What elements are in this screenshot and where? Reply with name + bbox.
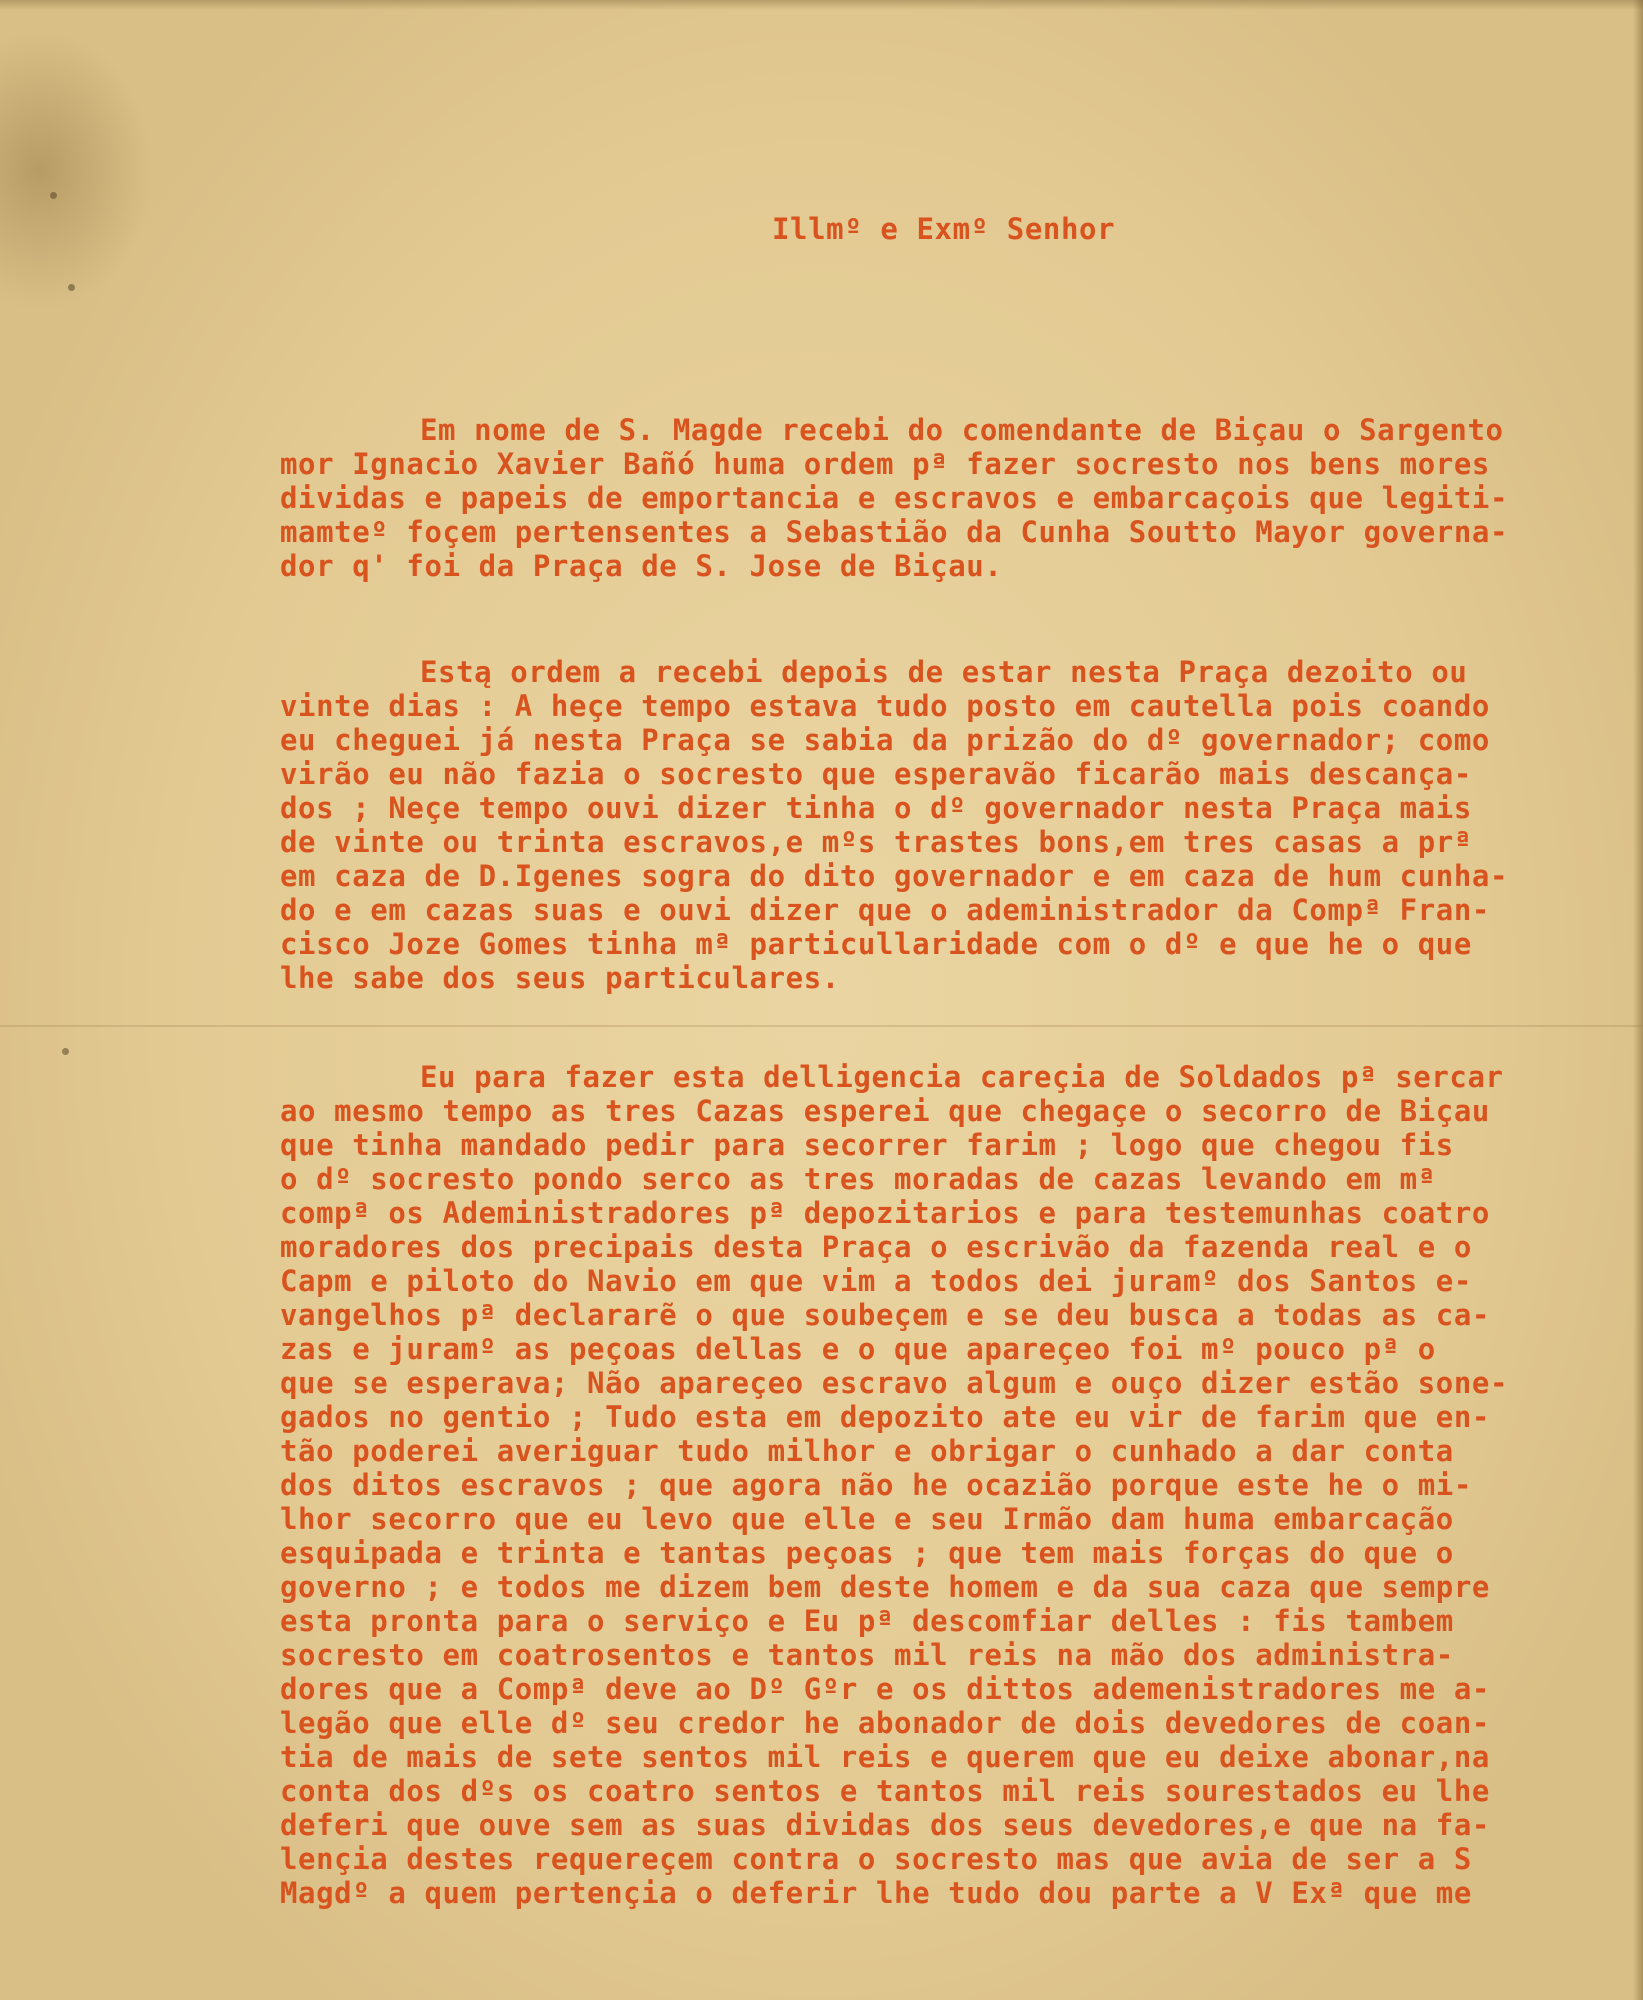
text-line: que tinha mandado pedir para secorrer farim ; logo que chegou fis bbox=[280, 1128, 1454, 1162]
text-line: vangelhos pª declararẽ o que soubeçem e se deu busca a todas as ca- bbox=[280, 1298, 1490, 1332]
text-line: dores que a Compª deve ao Dº Gºr e os dittos ademenistradores me a- bbox=[280, 1672, 1490, 1706]
text-line: dos ; Neçe tempo ouvi dizer tinha o dº governador nesta Praça mais bbox=[280, 791, 1472, 825]
text-line: eu cheguei já nesta Praça se sabia da prizão do dº governador; como bbox=[280, 723, 1490, 757]
text-line: vinte dias : A heçe tempo estava tudo posto em cautella pois coando bbox=[280, 689, 1490, 723]
binding-hole bbox=[68, 284, 75, 291]
paper-top-edge bbox=[0, 0, 1643, 10]
text-line: legão que elle dº seu credor he abonador de dois devedores de coan- bbox=[280, 1706, 1490, 1740]
text-line: de vinte ou trinta escravos,e mºs trastes bons,em tres casas a prª bbox=[280, 825, 1472, 859]
text-line: deferi que ouve sem as suas dividas dos seus devedores,e que na fa- bbox=[280, 1808, 1490, 1842]
text-line: gados no gentio ; Tudo esta em depozito ate eu vir de farim que en- bbox=[280, 1400, 1490, 1434]
text-line: conta dos dºs os coatro sentos e tantos mil reis sourestados eu lhe bbox=[280, 1774, 1490, 1808]
text-line: em caza de D.Igenes sogra do dito governador e em caza de hum cunha- bbox=[280, 859, 1509, 893]
text-line: lençia destes requereçem contra o socresto mas que avia de ser a S bbox=[280, 1842, 1472, 1876]
text-line: ao mesmo tempo as tres Cazas esperei que chegaçe o secorro de Biçau bbox=[280, 1094, 1490, 1128]
text-line: esquipada e trinta e tantas peçoas ; que tem mais forças do que o bbox=[280, 1536, 1454, 1570]
binding-hole bbox=[62, 1048, 69, 1055]
binding-hole bbox=[50, 192, 57, 199]
paragraph-2 bbox=[280, 655, 1630, 995]
text-line: que se esperava; Não apareçeo escravo algum e ouço dizer estão sone- bbox=[280, 1366, 1509, 1400]
text-line: compª os Adeministradores pª depozitarios e para testemunhas coatro bbox=[280, 1196, 1490, 1230]
text-line: dividas e papeis de emportancia e escravos e embarcaçois que legiti- bbox=[280, 481, 1509, 515]
text-line: zas e juramº as peçoas dellas e o que apareçeo foi mº pouco pª o bbox=[280, 1332, 1436, 1366]
text-line: moradores dos precipais desta Praça o escrivão da fazenda real e o bbox=[280, 1230, 1472, 1264]
text-line: Magdº a quem pertençia o deferir lhe tudo dou parte a V Exª que me bbox=[280, 1876, 1472, 1910]
text-line: Estą ordem a recebi depois de estar nesta Praça dezoito ou bbox=[420, 655, 1468, 689]
text-line: dos ditos escravos ; que agora não he ocazião porque este he o mi- bbox=[280, 1468, 1472, 1502]
text-line: lhor secorro que eu levo que elle e seu Irmão dam huma embarcação bbox=[280, 1502, 1454, 1536]
text-line: lhe sabe dos seus particulares. bbox=[280, 961, 840, 995]
text-line: mor Ignacio Xavier Bañó huma ordem pª fazer socresto nos bens mores bbox=[280, 447, 1490, 481]
document-title: Illmº e Exmº Senhor bbox=[772, 212, 1116, 246]
paper-right-edge bbox=[1633, 0, 1643, 2000]
text-line: tão poderei averiguar tudo milhor e obrigar o cunhado a dar conta bbox=[280, 1434, 1454, 1468]
paragraph-1 bbox=[280, 413, 1630, 583]
text-line: Eu para fazer esta delligencia careçia de Soldados pª sercar bbox=[420, 1060, 1504, 1094]
text-line: dor q' foi da Praça de S. Jose de Biçau. bbox=[280, 549, 1003, 583]
paper-fold-line bbox=[0, 1025, 1643, 1027]
text-line: tia de mais de sete sentos mil reis e querem que eu deixe abonar,na bbox=[280, 1740, 1490, 1774]
text-line: Em nome de S. Magde recebi do comendante de Biçau o Sargento bbox=[420, 413, 1504, 447]
text-line: cisco Joze Gomes tinha mª particullaridade com o dº e que he o que bbox=[280, 927, 1472, 961]
text-line: socresto em coatrosentos e tantos mil reis na mão dos administra- bbox=[280, 1638, 1454, 1672]
text-line: esta pronta para o serviço e Eu pª descomfiar delles : fis tambem bbox=[280, 1604, 1454, 1638]
text-line: virão eu não fazia o socresto que esperavão ficarão mais descança- bbox=[280, 757, 1472, 791]
text-line: governo ; e todos me dizem bem deste homem e da sua caza que sempre bbox=[280, 1570, 1490, 1604]
text-line: do e em cazas suas e ouvi dizer que o adeministrador da Compª Fran- bbox=[280, 893, 1490, 927]
text-line: mamteº foçem pertensentes a Sebastião da Cunha Soutto Mayor governa- bbox=[280, 515, 1509, 549]
text-line: o dº socresto pondo serco as tres moradas de cazas levando em mª bbox=[280, 1162, 1436, 1196]
paragraph-3 bbox=[280, 1060, 1630, 1910]
text-line: Capm e piloto do Navio em que vim a todos dei juramº dos Santos e- bbox=[280, 1264, 1472, 1298]
